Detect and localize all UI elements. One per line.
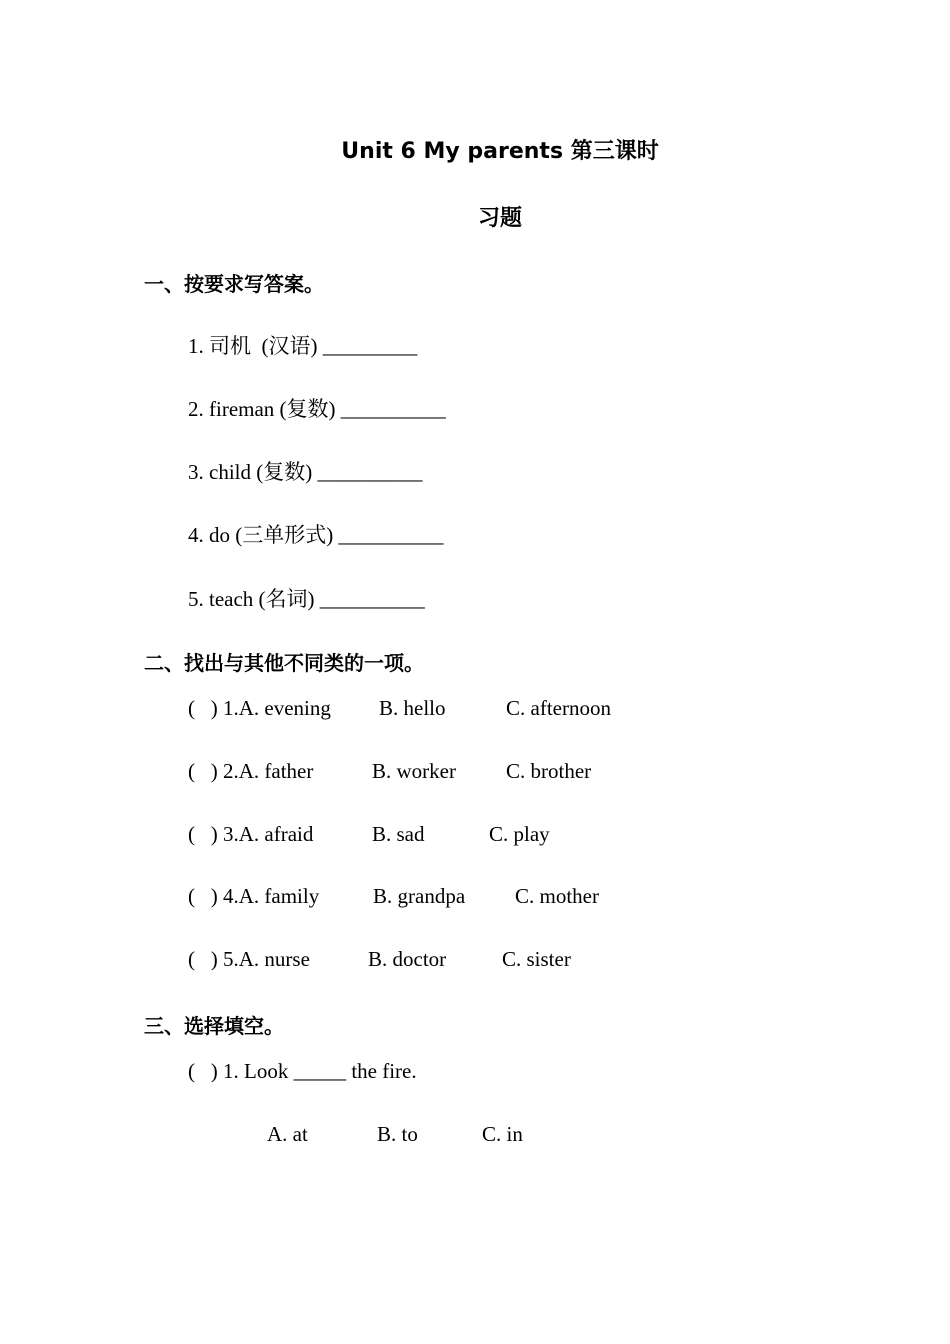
choice-option-c: C. play — [489, 822, 550, 846]
choice-stem: ( ) 1.A. evening — [188, 696, 331, 720]
choice-option-b: B. sad — [372, 822, 425, 846]
choice-stem: ( ) 4.A. family — [188, 884, 320, 908]
choice-option-c: C. afternoon — [506, 696, 611, 720]
choice-option-b: B. doctor — [368, 947, 447, 971]
choice-option-b: B. worker — [372, 759, 456, 783]
question-item: 5. teach (名词) __________ — [188, 587, 425, 611]
section-heading-3: 三、选择填空。 — [144, 1014, 284, 1038]
choice-stem: ( ) 2.A. father — [188, 759, 314, 783]
choice-option-c: C. sister — [502, 947, 571, 971]
page-subtitle: 习题 — [477, 206, 522, 231]
choice-stem: ( ) 3.A. afraid — [188, 822, 314, 846]
choice-option-c: C. mother — [515, 884, 599, 908]
choice-option-b: B. to — [377, 1122, 418, 1146]
question-item: 2. fireman (复数) __________ — [188, 397, 446, 421]
page-title: Unit 6 My parents 第三课时 — [341, 139, 659, 164]
question-item: 1. 司机 (汉语) _________ — [188, 334, 418, 358]
question-item: 4. do (三单形式) __________ — [188, 523, 444, 547]
section-heading-1: 一、按要求写答案。 — [144, 272, 324, 296]
fill-blank-question: ( ) 1. Look _____ the fire. — [188, 1059, 417, 1083]
question-item: 3. child (复数) __________ — [188, 460, 423, 484]
choice-stem: ( ) 5.A. nurse — [188, 947, 310, 971]
choice-option-a: A. at — [267, 1122, 308, 1146]
choice-option-b: B. grandpa — [373, 884, 466, 908]
choice-option-b: B. hello — [379, 696, 446, 720]
section-heading-2: 二、找出与其他不同类的一项。 — [144, 651, 424, 675]
choice-option-c: C. in — [482, 1122, 523, 1146]
choice-option-c: C. brother — [506, 759, 592, 783]
